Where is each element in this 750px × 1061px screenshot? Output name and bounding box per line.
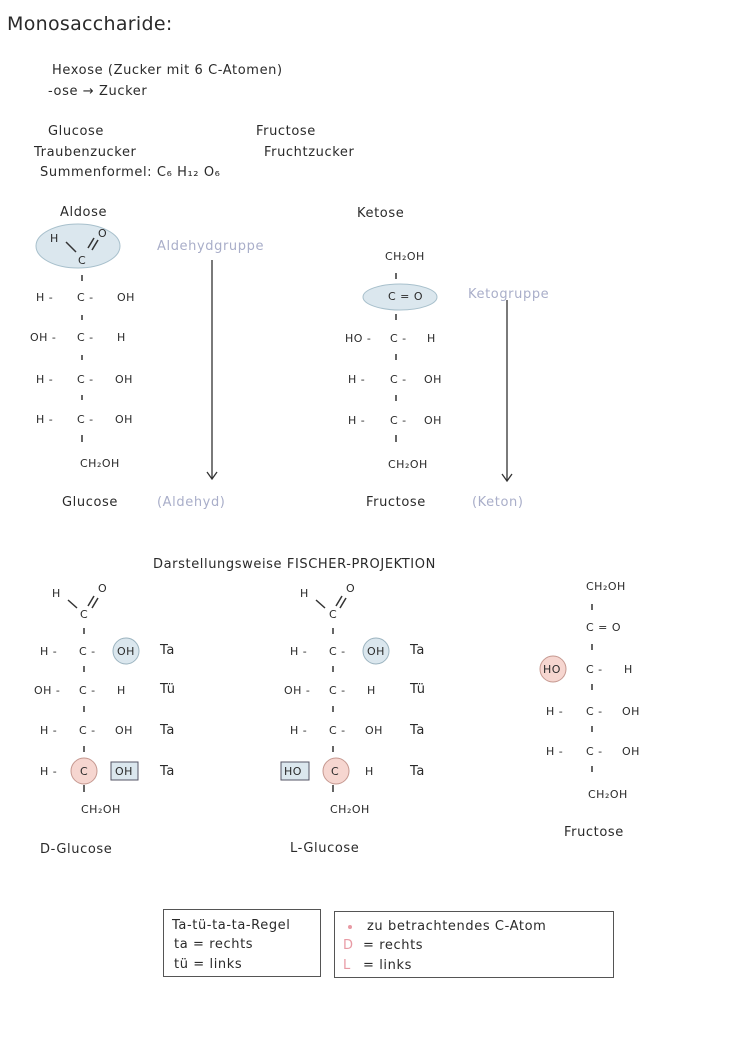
fischer-fructose-row-1-left: HO: [543, 663, 561, 676]
d-glucose-row-2-c: C -: [79, 684, 96, 697]
ketose-arrow: [502, 300, 512, 481]
aldose-row-3-right: OH: [115, 373, 133, 386]
aldose-type: (Aldehyd): [157, 495, 226, 510]
ketose-row-3-left: H -: [348, 414, 366, 427]
aldose-c1-atom: C: [78, 254, 87, 267]
aldose-arrow: [207, 260, 217, 479]
d-glucose-row-3-left: H -: [40, 724, 58, 737]
formula-label: Summenformel: C₆ H₁₂ O₆: [40, 165, 221, 180]
ketose-heading: Ketose: [357, 206, 405, 221]
aldose-row-3-left: H -: [36, 373, 54, 386]
ketose-name: Fructose: [366, 495, 426, 510]
ketose-bottom: CH₂OH: [388, 458, 428, 471]
aldose-row-2-right: H: [117, 331, 126, 344]
l-glucose-row-3-rule: Ta: [410, 723, 425, 738]
legend-rule-ta: ta = rechts: [174, 937, 254, 952]
ketose-row-3-c: C -: [390, 414, 407, 427]
l-glucose-row-1-right: OH: [367, 645, 385, 658]
d-glucose-c1-atom: C: [80, 608, 89, 621]
intro-line-1: Hexose (Zucker mit 6 C-Atomen): [52, 63, 283, 78]
l-glucose-row-3-right: OH: [365, 724, 383, 737]
d-glucose-row-2-left: OH -: [34, 684, 61, 697]
fructose-label: Fructose: [256, 124, 316, 139]
aldose-h-atom: H: [50, 232, 59, 245]
l-glucose-row-4-left: HO: [284, 765, 302, 778]
aldose-o-atom: O: [98, 227, 108, 240]
l-glucose-row-4-rule: Ta: [410, 764, 425, 779]
ketose-row-1-right: H: [427, 332, 436, 345]
fischer-heading: Darstellungsweise FISCHER-PROJEKTION: [153, 557, 436, 572]
ketose-type: (Keton): [472, 495, 524, 510]
fischer-fructose-row-3-left: H -: [546, 745, 564, 758]
ketose-carbonyl: C = O: [388, 290, 424, 303]
page-title: Monosaccharide:: [7, 13, 173, 35]
d-glucose-row-2-rule: Tü: [160, 682, 176, 697]
aldose-row-1-left: H -: [36, 291, 54, 304]
d-glucose-bottom: CH₂OH: [81, 803, 121, 816]
fischer-fructose-row-2-c: C -: [586, 705, 603, 718]
legend-d-symbol: D: [343, 938, 354, 953]
aldose-row-1-right: OH: [117, 291, 135, 304]
keto-group-label: Ketogruppe: [468, 287, 550, 302]
legend-l-label: = links: [363, 958, 412, 973]
ketose-row-2-left: H -: [348, 373, 366, 386]
l-glucose-row-2-rule: Tü: [410, 682, 426, 697]
legend-l-symbol: L: [343, 958, 351, 973]
ketose-row-3-right: OH: [424, 414, 442, 427]
ketose-top: CH₂OH: [385, 250, 425, 263]
l-glucose-name: L-Glucose: [290, 841, 360, 856]
aldose-name: Glucose: [62, 495, 118, 510]
d-glucose-row-2-right: H: [117, 684, 126, 697]
fischer-fructose-row-1-c: C -: [586, 663, 603, 676]
d-glucose-row-4-right: OH: [115, 765, 133, 778]
l-glucose-row-3-c: C -: [329, 724, 346, 737]
aldehyde-group-label: Aldehydgruppe: [157, 239, 265, 254]
aldose-row-4-left: H -: [36, 413, 54, 426]
l-glucose-row-1-left: H -: [290, 645, 308, 658]
ketose-row-2-c: C -: [390, 373, 407, 386]
glucose-trivial-label: Traubenzucker: [34, 145, 137, 160]
aldose-row-2-c: C -: [77, 331, 94, 344]
aldose-row-1-c: C -: [77, 291, 94, 304]
glucose-label: Glucose: [48, 124, 104, 139]
aldose-row-4-c: C -: [77, 413, 94, 426]
fructose-trivial-label: Fruchtzucker: [264, 145, 355, 160]
l-glucose-row-1-c: C -: [329, 645, 346, 658]
d-glucose-row-4-c: C: [80, 765, 89, 778]
d-glucose-row-3-right: OH: [115, 724, 133, 737]
l-glucose-row-1-rule: Ta: [410, 643, 425, 658]
intro-line-2: -ose → Zucker: [48, 84, 148, 99]
l-glucose-row-4-c: C: [331, 765, 340, 778]
fischer-fructose-row-2-left: H -: [546, 705, 564, 718]
aldose-bottom: CH₂OH: [80, 457, 120, 470]
fischer-fructose-carbonyl: C = O: [586, 621, 622, 634]
aldose-row-4-right: OH: [115, 413, 133, 426]
ketose-row-1-left: HO -: [345, 332, 372, 345]
fischer-fructose-row-2-right: OH: [622, 705, 640, 718]
legend-atom-label: zu betrachtendes C-Atom: [367, 919, 547, 934]
legend-rule-box: [163, 909, 321, 977]
legend-d-label: = rechts: [363, 938, 424, 953]
fischer-fructose-bottom: CH₂OH: [588, 788, 628, 801]
l-glucose-row-2-right: H: [367, 684, 376, 697]
aldose-row-2-left: OH -: [30, 331, 57, 344]
fischer-fructose-row-3-right: OH: [622, 745, 640, 758]
d-glucose-row-1-right: OH: [117, 645, 135, 658]
l-glucose-row-2-left: OH -: [284, 684, 311, 697]
ketose-row-2-right: OH: [424, 373, 442, 386]
fischer-fructose-row-3-c: C -: [586, 745, 603, 758]
d-glucose-name: D-Glucose: [40, 842, 113, 857]
d-glucose-row-3-c: C -: [79, 724, 96, 737]
l-glucose-c1-atom: C: [329, 608, 338, 621]
legend-rule-title: Ta-tü-ta-ta-Regel: [172, 918, 291, 933]
legend-symbol-box: [334, 911, 614, 978]
fischer-fructose-row-1-right: H: [624, 663, 633, 676]
d-glucose-row-4-left: H -: [40, 765, 58, 778]
d-glucose-row-4-rule: Ta: [160, 764, 175, 779]
d-glucose-o-atom: O: [98, 582, 108, 595]
d-glucose-row-1-rule: Ta: [160, 643, 175, 658]
aldose-row-3-c: C -: [77, 373, 94, 386]
l-glucose-o-atom: O: [346, 582, 356, 595]
d-glucose-h-atom: H: [52, 587, 61, 600]
legend-rule-tu: tü = links: [174, 957, 243, 972]
l-glucose-row-3-left: H -: [290, 724, 308, 737]
d-glucose-row-3-rule: Ta: [160, 723, 175, 738]
d-glucose-row-1-left: H -: [40, 645, 58, 658]
l-glucose-bottom: CH₂OH: [330, 803, 370, 816]
fischer-fructose-top: CH₂OH: [586, 580, 626, 593]
l-glucose-row-2-c: C -: [329, 684, 346, 697]
fischer-fructose-name: Fructose: [564, 825, 624, 840]
l-glucose-row-4-right: H: [365, 765, 374, 778]
aldose-heading: Aldose: [60, 205, 108, 220]
ketose-row-1-c: C -: [390, 332, 407, 345]
d-glucose-row-1-c: C -: [79, 645, 96, 658]
l-glucose-h-atom: H: [300, 587, 309, 600]
